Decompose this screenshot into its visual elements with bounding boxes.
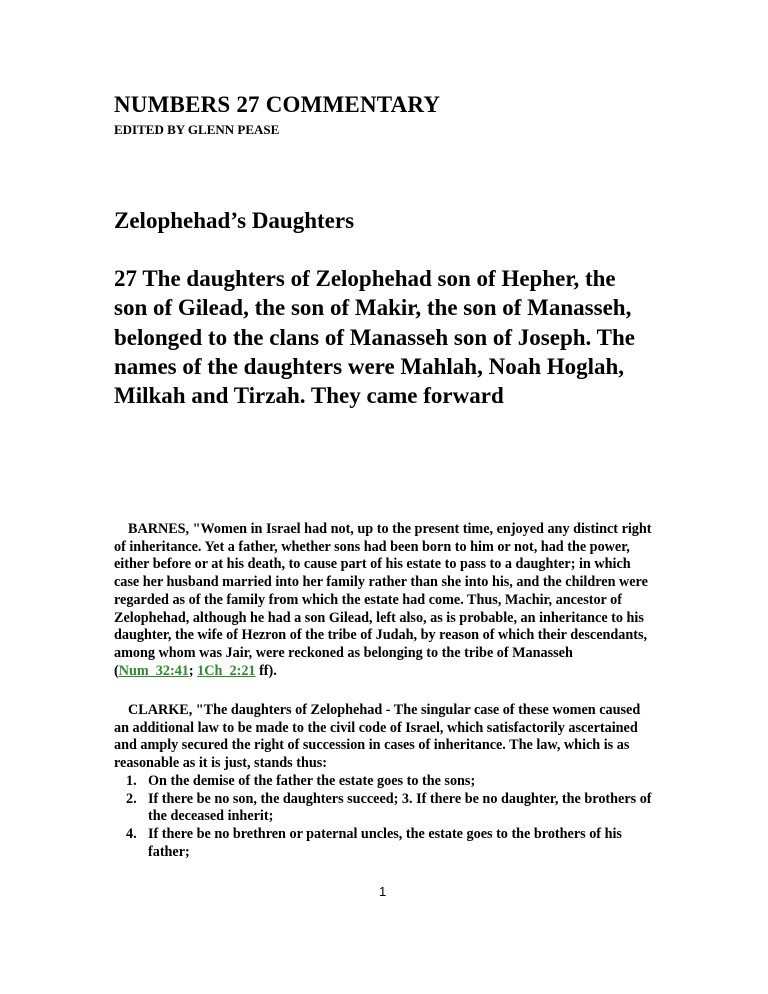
list-item [114, 826, 654, 861]
scripture-link-num-32-41[interactable]: Num_32:41 [118, 662, 189, 679]
inheritance-rules-list [114, 773, 654, 862]
barnes-end: ff). [255, 662, 277, 679]
scripture-link-1ch-2-21[interactable]: 1Ch_2:21 [197, 662, 256, 679]
verse-text: 27 The daughters of Zelophehad son of Hepher, the son of Gilead, the son of Makir, the son of Manasseh, belonged to the clans of Manasseh son of Joseph. The names of the daughters were Mahlah, Noah Hoglah, Milkah and Tirzah. They came forward [114, 266, 635, 409]
list-item-text: If there be no brethren or paternal uncles, the estate goes to the brothers of his father; [148, 826, 622, 860]
clarke-text: CLARKE, "The daughters of Zelophehad - The singular case of these women caused an additional law to be made to the civil code of Israel, which satisfactorily ascertained and amply secured the right of succession in cases of inheritance. The law, which is as reasonable as it is just, stands thus: [114, 702, 641, 772]
list-number: 4. [126, 826, 137, 843]
list-number: 1. [126, 773, 137, 789]
document-subtitle: EDITED BY GLENN PEASE [114, 122, 280, 137]
ref-separator: ; [188, 662, 198, 679]
list-number: 2. [126, 790, 137, 807]
list-item [114, 791, 654, 826]
list-item-text: If there be no son, the daughters succeed; 3. If there be no daughter, the brothers of the deceased inherit; [148, 790, 652, 825]
document-title: NUMBERS 27 COMMENTARY [114, 92, 441, 117]
section-heading: Zelophehad’s Daughters [114, 208, 355, 233]
barnes-commentary [114, 521, 654, 680]
list-item [114, 773, 654, 791]
page-number: 1 [379, 884, 387, 899]
clarke-commentary [114, 702, 654, 773]
barnes-text: BARNES, "Women in Israel had not, up to the present time, enjoyed any distinct right of inheritance. Yet a father, whether sons had been born to him or not, had the power, either before or at his death, to cause part of his estate to pass to a daughter; in which case her husband married into her family rather than she into his, and the children were regarded as of the family from which the estate had come. Thus, Machir, ancestor of Zelophehad, although he had a son Gilead, left also, as is probable, an inheritance to his daughter, the wife of Hezron of the tribe of Judah, by reason of which their descendants, among whom was Jair, were reckoned as belonging to the tribe of Manasseh ( [114, 521, 652, 679]
list-item-text: On the demise of the father the estate goes to the sons; [148, 773, 476, 789]
